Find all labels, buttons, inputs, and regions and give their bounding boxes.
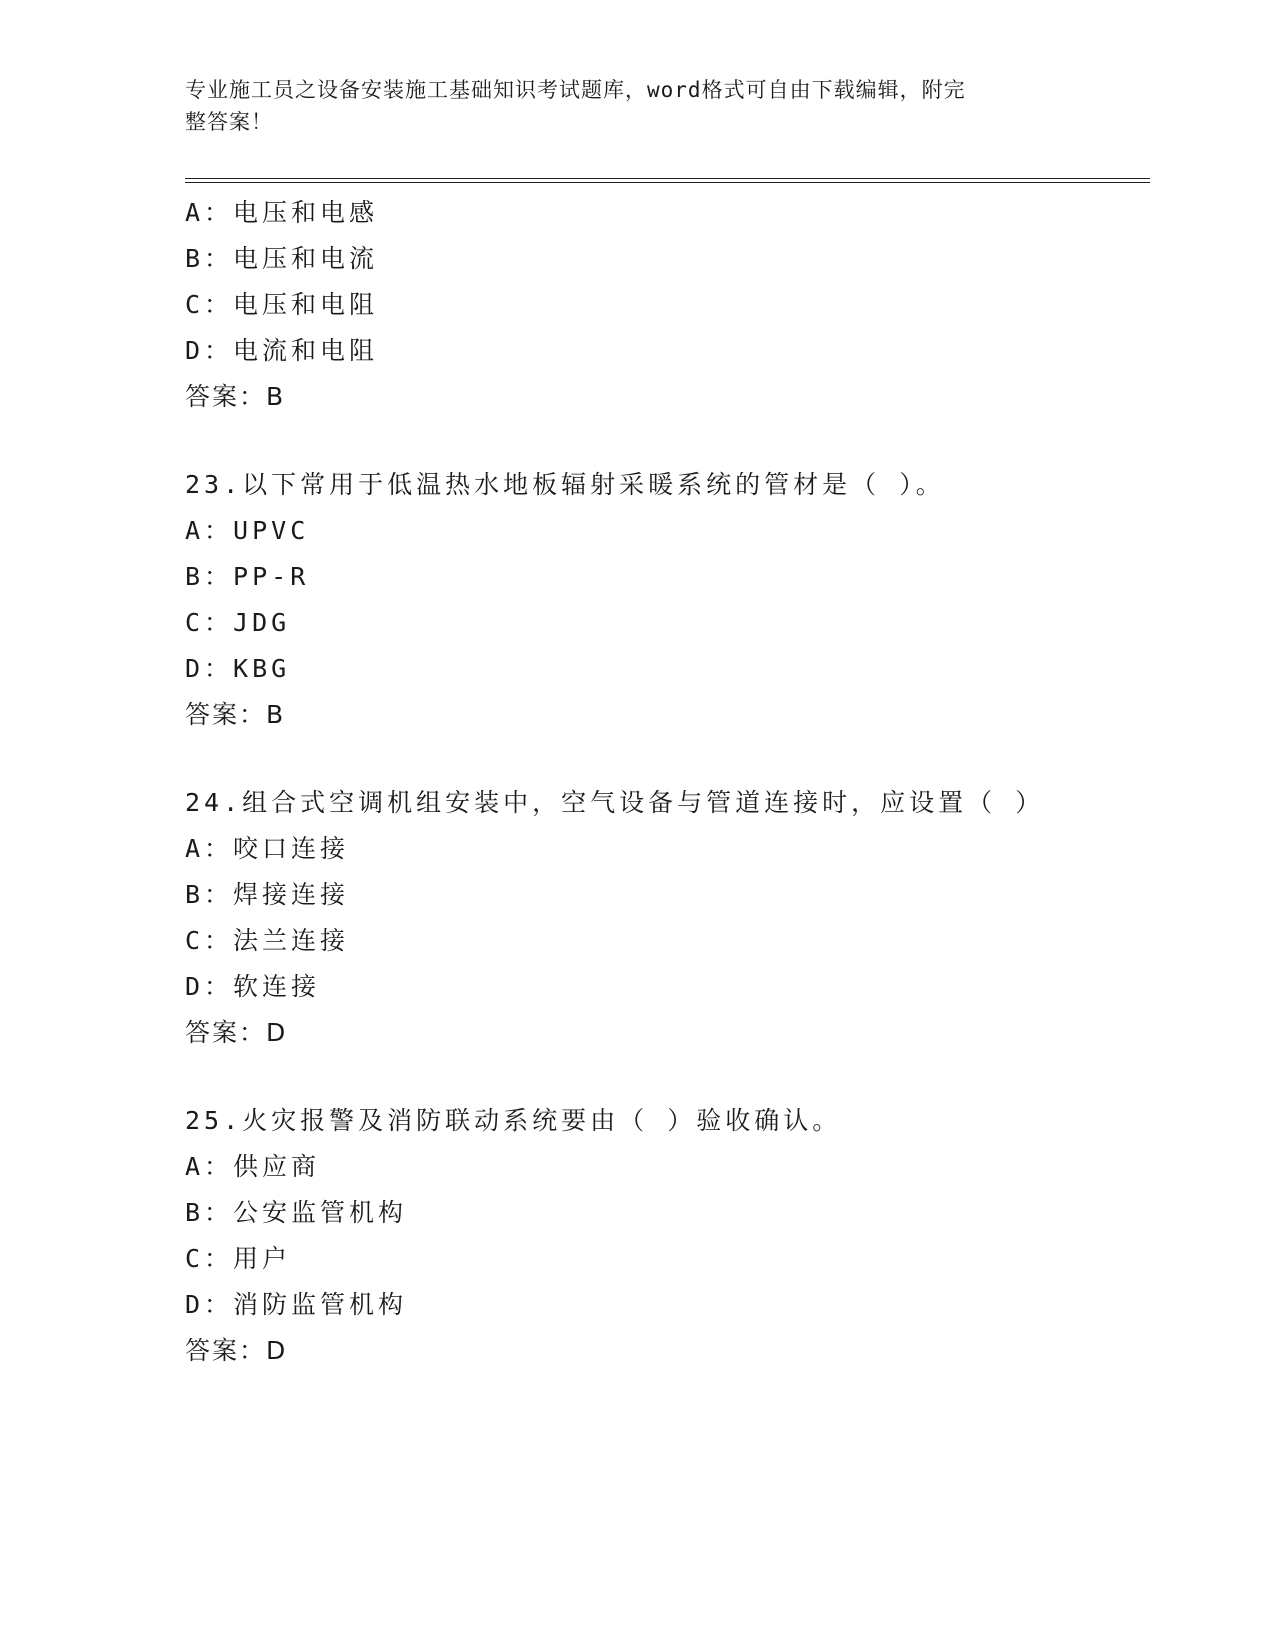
question-22 — [185, 190, 1145, 420]
option-c: C：法兰连接 — [185, 926, 350, 955]
header-text-line-2: 整答案！ — [185, 110, 273, 134]
question-list — [185, 190, 1145, 1374]
question-24 — [185, 780, 1145, 1056]
question-stem: 25.火灾报警及消防联动系统要由（ ）验收确认。 — [185, 1106, 842, 1135]
option-c: C：JDG — [185, 608, 291, 637]
question-spacer — [185, 420, 1145, 462]
option-a: A：咬口连接 — [185, 834, 350, 863]
answer-line: 答案：D — [185, 1018, 288, 1047]
option-d: D：软连接 — [185, 972, 321, 1001]
header-text-line-1: 专业施工员之设备安装施工基础知识考试题库，word格式可自由下载编辑，附完 — [185, 78, 966, 102]
option-b: B：电压和电流 — [185, 244, 379, 273]
option-b: B：公安监管机构 — [185, 1198, 408, 1227]
question-25 — [185, 1098, 1145, 1374]
answer-line: 答案：D — [185, 1336, 288, 1365]
question-stem: 24.组合式空调机组安装中，空气设备与管道连接时，应设置（ ） — [185, 788, 1045, 817]
answer-line: 答案：B — [185, 382, 286, 411]
option-b: B：焊接连接 — [185, 880, 350, 909]
header-divider-bottom — [185, 182, 1150, 183]
option-d: D：电流和电阻 — [185, 336, 379, 365]
option-c: C：用户 — [185, 1244, 292, 1273]
header-divider-top — [185, 178, 1150, 179]
answer-line: 答案：B — [185, 700, 286, 729]
question-spacer — [185, 1056, 1145, 1098]
question-23 — [185, 462, 1145, 738]
option-d: D：消防监管机构 — [185, 1290, 408, 1319]
option-a: A：供应商 — [185, 1152, 321, 1181]
option-a: A：UPVC — [185, 516, 310, 545]
option-a: A：电压和电感 — [185, 198, 379, 227]
option-c: C：电压和电阻 — [185, 290, 379, 319]
option-b: B：PP-R — [185, 562, 310, 591]
question-stem: 23.以下常用于低温热水地板辐射采暖系统的管材是（ ）。 — [185, 470, 945, 499]
option-d: D：KBG — [185, 654, 291, 683]
question-spacer — [185, 738, 1145, 780]
document-header — [185, 74, 1065, 138]
